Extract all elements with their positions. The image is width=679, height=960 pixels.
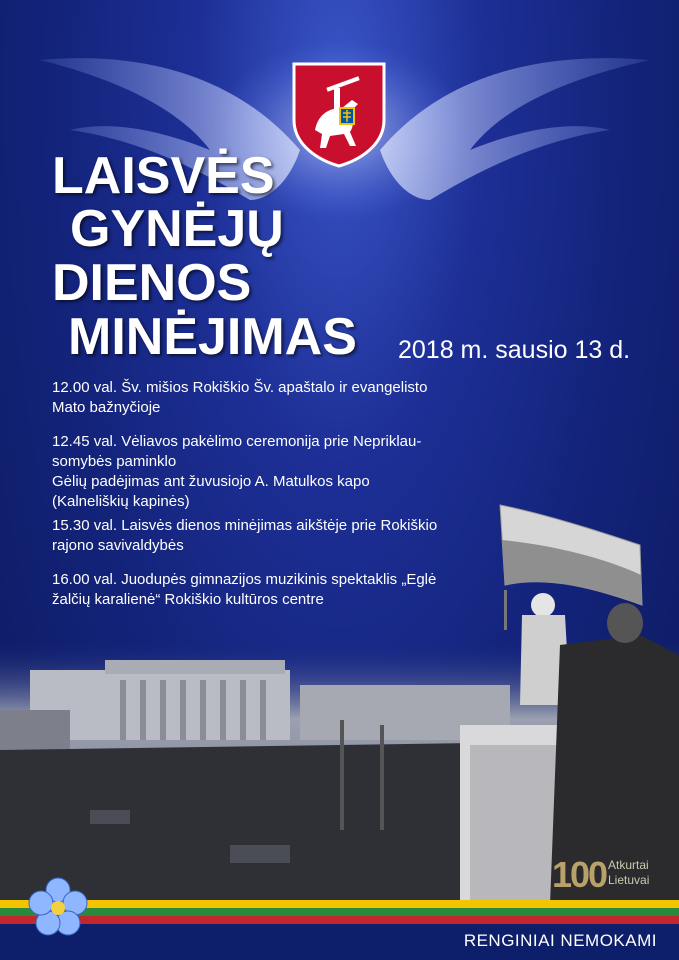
event-line: 15.30 val. Laisvės dienos minėjimas aikštėje prie Rokiškio [52, 517, 438, 534]
lithuania-100-logo [552, 852, 672, 898]
event-item [52, 378, 512, 418]
stripe-green [0, 908, 679, 916]
flag-bearer-photo [460, 495, 679, 905]
logo-text [608, 858, 649, 888]
event-line: Gėlių padėjimas ant žuvusiojo A. Matulkos kapo [52, 473, 370, 490]
event-line: 12.00 val. Šv. mišios Rokiškio Šv. apaštalo ir evangelisto [52, 379, 428, 396]
logo-number: 100 [552, 854, 607, 895]
logo-line-1: Atkurtai [608, 858, 649, 872]
event-line: somybės paminklo [52, 453, 177, 470]
event-line: žalčių karalienė“ Rokiškio kultūros centre [52, 591, 324, 608]
footer-text: RENGINIAI NEMOKAMI [463, 931, 657, 950]
event-line: rajono savivaldybės [52, 537, 184, 554]
title-line-1: LAISVĖS [52, 147, 275, 205]
stripe-red [0, 916, 679, 924]
event-line: (Kalneliškių kapinės) [52, 493, 190, 510]
event-date: 2018 m. sausio 13 d. [398, 336, 631, 364]
flag-stripes [0, 900, 679, 924]
coat-of-arms-icon [290, 60, 388, 168]
event-item [52, 432, 512, 512]
forget-me-not-icon [26, 876, 90, 940]
event-line: 12.45 val. Vėliavos pakėlimo ceremonija prie Nepriklau- [52, 433, 422, 450]
title-line-4: MINĖJIMAS [68, 308, 357, 366]
event-item [52, 570, 512, 610]
logo-line-2: Lietuvai [608, 873, 650, 887]
title-line-3: DIENOS [52, 254, 252, 312]
stripe-yellow [0, 900, 679, 908]
title-line-2: GYNĖJŲ [70, 200, 284, 258]
event-line: Mato bažnyčioje [52, 399, 161, 416]
event-item [52, 516, 512, 556]
event-line: 16.00 val. Juodupės gimnazijos muzikinis spektaklis „Eglė [52, 571, 437, 588]
